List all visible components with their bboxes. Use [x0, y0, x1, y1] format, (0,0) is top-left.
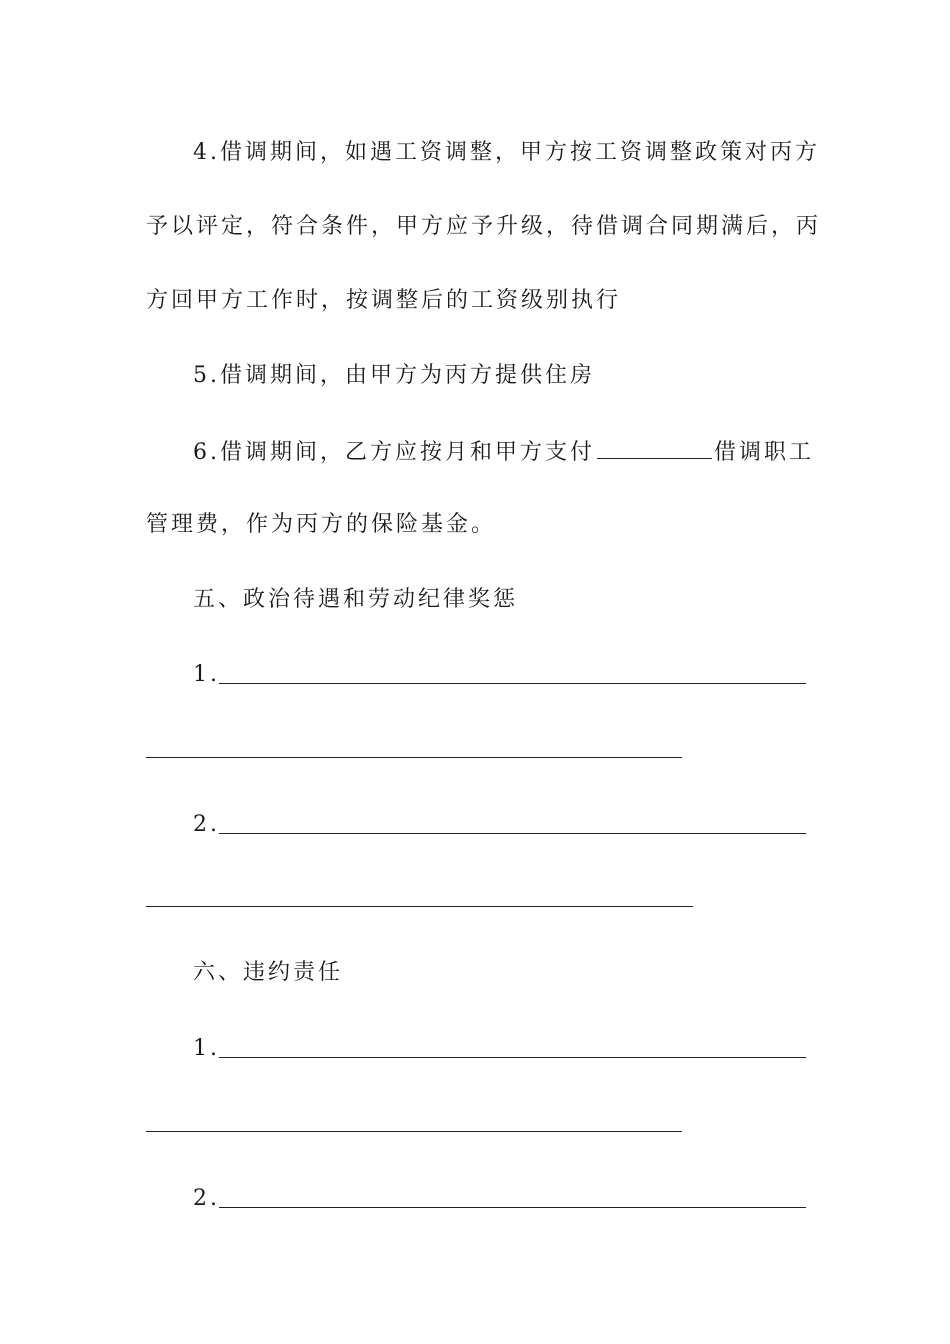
section-6-heading: 六、违约责任 [193, 960, 344, 985]
section-5-item-2-label: 2. [193, 812, 220, 837]
fee-blank-field[interactable] [597, 436, 712, 459]
section-5-item-1-blank-line[interactable] [219, 683, 806, 684]
clause-4-line-3: 方回甲方工作时，按调整后的工资级别执行 [146, 288, 622, 313]
clause-6-line-1 [193, 436, 814, 468]
section-5-heading: 五、政治待遇和劳动纪律奖惩 [193, 587, 519, 612]
section-5-item-2-blank-line[interactable] [219, 833, 806, 834]
section-6-item-2-blank-line[interactable] [219, 1207, 806, 1208]
clause-4-line-2: 予以评定，符合条件，甲方应予升级，待借调合同期满后，丙 [146, 214, 822, 239]
section-5-item-1-label: 1. [193, 662, 220, 687]
section-5-item-1-blank-continuation[interactable] [146, 757, 682, 758]
section-6-item-1-label: 1. [193, 1036, 220, 1061]
section-5-item-2-blank-continuation[interactable] [146, 906, 693, 907]
section-6-item-1-blank-line[interactable] [219, 1057, 806, 1058]
section-6-item-2-label: 2. [193, 1186, 220, 1211]
clause-5: 5.借调期间，由甲方为丙方提供住房 [193, 363, 595, 388]
clause-4-line-1: 4.借调期间，如遇工资调整，甲方按工资调整政策对丙方 [193, 140, 820, 165]
section-6-item-1-blank-continuation[interactable] [146, 1131, 682, 1132]
clause-6-text-before: 6.借调期间，乙方应按月和甲方支付 [193, 440, 595, 465]
clause-6-line-2: 管理费，作为丙方的保险基金。 [146, 512, 497, 537]
clause-6-text-after: 借调职工 [714, 440, 815, 465]
